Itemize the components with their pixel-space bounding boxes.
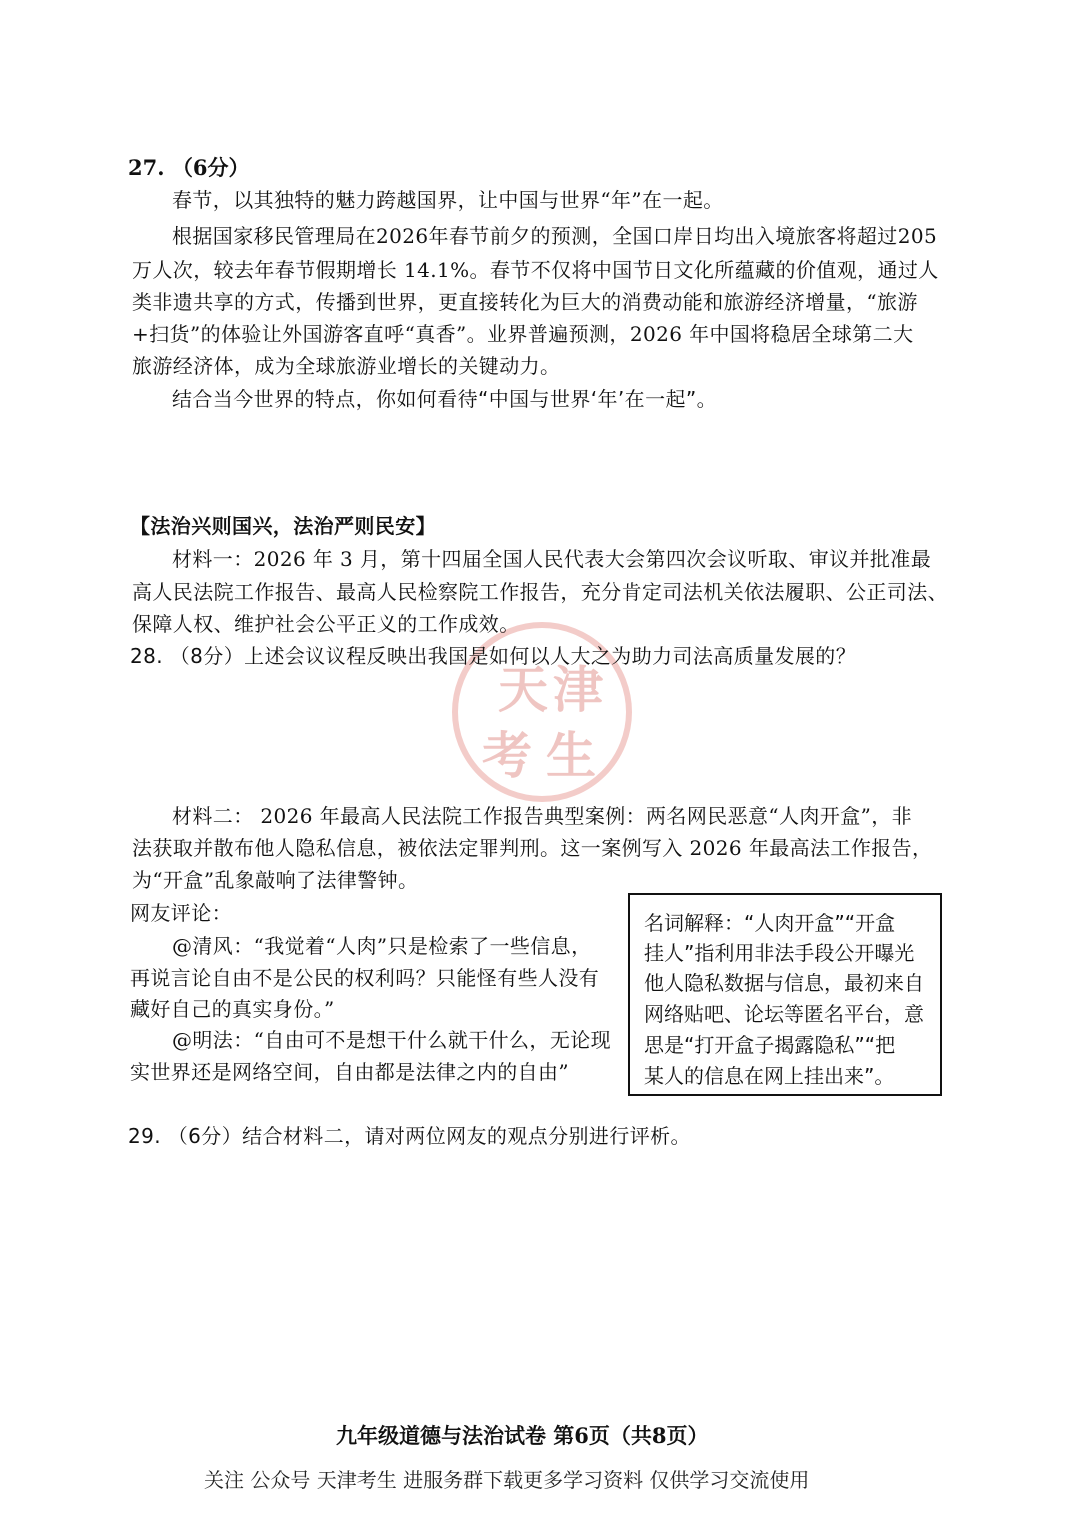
definition-line: 网络贴吧、论坛等匿名平台，意 bbox=[644, 1002, 924, 1026]
definition-line: 名词解释：“人肉开盒”“开盒 bbox=[644, 911, 896, 935]
comment-line: @清风：“我觉着“人肉”只是检索了一些信息， bbox=[172, 934, 592, 958]
definition-line: 挂人”指利用非法手段公开曝光 bbox=[644, 941, 915, 965]
watermark-char: 生 bbox=[546, 726, 596, 785]
material1-line: 材料一：2026 年 3 月，第十四届全国人民代表大会第四次会议听取、审议并批准最 bbox=[172, 547, 932, 571]
q27-line: 根据国家移民管理局在2026年春节前夕的预测，全国口岸日均出入境旅客将超过205 bbox=[172, 224, 938, 248]
promo-notice: 关注 公众号 天津考生 进服务群下载更多学习资料 仅供学习交流使用 bbox=[204, 1468, 810, 1492]
definition-line: 某人的信息在网上挂出来”。 bbox=[644, 1064, 895, 1088]
material2-line: 为“开盒”乱象敲响了法律警钟。 bbox=[132, 868, 419, 892]
material1-line: 保障人权、维护社会公平正义的工作成效。 bbox=[132, 612, 520, 636]
comment-line: 实世界还是网络空间，自由都是法律之内的自由” bbox=[130, 1060, 570, 1084]
comments-label: 网友评论： bbox=[130, 901, 232, 925]
comment-line: 藏好自己的真实身份。” bbox=[130, 997, 335, 1021]
material1-line: 高人民法院工作报告、最高人民检察院工作报告，充分肯定司法机关依法履职、公正司法、 bbox=[132, 580, 948, 604]
comment-line: @明法：“自由可不是想干什么就干什么，无论现 bbox=[172, 1028, 612, 1052]
definition-line: 思是“打开盒子揭露隐私”“把 bbox=[644, 1033, 896, 1057]
definition-line: 他人隐私数据与信息，最初来自 bbox=[644, 971, 924, 995]
definition-box bbox=[628, 893, 942, 1096]
watermark-char: 天 bbox=[498, 660, 548, 719]
q28-question: 28. （8分）上述会议议程反映出我国是如何以人大之为助力司法高质量发展的？ bbox=[130, 644, 857, 668]
comment-line: 再说言论自由不是公民的权利吗？只能怪有些人没有 bbox=[130, 966, 600, 990]
q27-question: 结合当今世界的特点，你如何看待“中国与世界‘年’在一起”。 bbox=[172, 387, 718, 411]
q27-line: 万人次，较去年春节假期增长 14.1%。春节不仅将中国节日文化所蕴藏的价值观，通过人 bbox=[132, 258, 939, 282]
q27-line: 旅游经济体，成为全球旅游业增长的关键动力。 bbox=[132, 354, 561, 378]
material2-line: 法获取并散布他人隐私信息，被依法定罪判刑。这一案例写入 2026 年最高法工作报告， bbox=[132, 836, 933, 860]
section-heading: 【法治兴则国兴，法治严则民安】 bbox=[130, 514, 436, 538]
page-footer: 九年级道德与法治试卷 第6页（共8页） bbox=[336, 1423, 709, 1448]
q27-title: 27. （6分） bbox=[128, 155, 250, 180]
watermark-char: 津 bbox=[553, 660, 603, 719]
material2-line: 材料二： 2026 年最高人民法院工作报告典型案例：两名网民恶意“人肉开盒”，非 bbox=[172, 804, 913, 828]
q29-question: 29. （6分）结合材料二，请对两位网友的观点分别进行评析。 bbox=[128, 1124, 691, 1148]
q27-line: +扫货”的体验让外国游客直呼“真香”。业界普遍预测，2026 年中国将稳居全球第二大 bbox=[132, 322, 914, 346]
watermark-char: 考 bbox=[482, 726, 532, 785]
q27-line: 春节，以其独特的魅力跨越国界，让中国与世界“年”在一起。 bbox=[172, 188, 724, 212]
q27-line: 类非遗共享的方式，传播到世界，更直接转化为巨大的消费动能和旅游经济增量，“旅游 bbox=[132, 290, 918, 314]
